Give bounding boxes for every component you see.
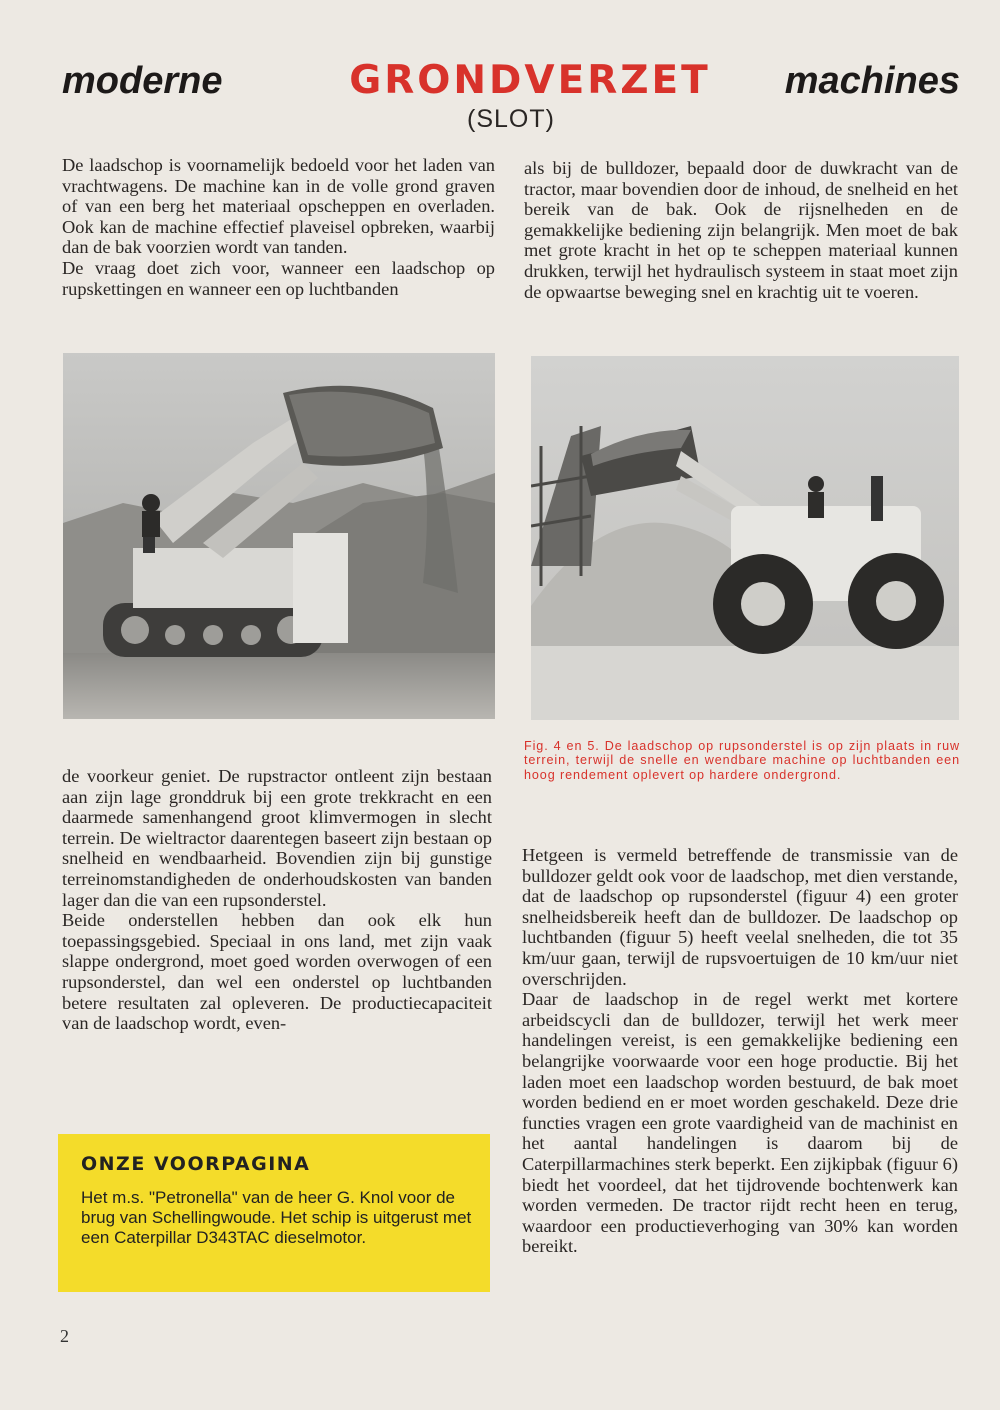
- paragraph: Daar de laadschop in de regel werkt met kortere arbeidscycli dan de bulldozer, terwijl het werk meer handelingen vereist, is een gemakkelijke bediening een belangrijke voorwaarde voor een hoge productie. Bij het laden moet een laadschop worden bestuurd, de bak moet worden bediend en er moet worden geschakeld. Deze drie functies vragen een grote vaardigheid van de machinist en het aantal handelingen is daarom bij de Caterpillarmachines sterk beperkt. Een zijkipbak (figuur 6) biedt het voordeel, dat het tijdrovende bochtenwerk kan worden vermeden. De tractor rijdt recht heen en terug, waardoor een productieverhoging van 30% kan worden bereikt.: [522, 989, 958, 1257]
- headline-main: GRONDVERZET: [349, 58, 711, 103]
- photo-wheel-loader: [531, 356, 959, 720]
- headline-subtitle: (SLOT): [467, 105, 555, 133]
- text-column-3: [62, 766, 492, 1034]
- paragraph: De laadschop is voornamelijk bedoeld voor het laden van vrachtwagens. De machine kan in de volle grond graven of van een berg het materiaal opscheppen en overladen. Ook kan de machine effectief plaveisel opbreken, waarbij dan de bak voorzien wordt van tanden.: [62, 155, 495, 258]
- figure-caption: Fig. 4 en 5. De laadschop op rupsonderstel is op zijn plaats in ruw terrein, terwijl de snelle en wendbare machine op luchtbanden een hoog rendement oplevert op hardere ondergrond.: [524, 739, 960, 782]
- paragraph: De vraag doet zich voor, wanneer een laadschop op rupskettingen en wanneer een op luchtbanden: [62, 257, 495, 299]
- headline: [62, 58, 960, 108]
- text-column-2: [524, 158, 958, 302]
- box-text: Het m.s. "Petronella" van de heer G. Knol voor de brug van Schellingwoude. Het schip is uitgerust met een Caterpillar D343TAC dieselmotor.: [81, 1188, 472, 1248]
- text-column-4: [522, 845, 958, 1257]
- headline-suffix: machines: [784, 60, 960, 102]
- paragraph: als bij de bulldozer, bepaald door de duwkracht van de tractor, maar bovendien door de inhoud, de snelheid en het bereik van de bak. Ook de rijsnelheden en de gemakkelijke bediening zijn belangrijk. Men moet de bak met grote kracht in het op te scheppen materiaal kunnen drukken, terwijl het hydraulisch systeem in staat moet zijn de opwaartse beweging snel en krachtig uit te voeren.: [524, 158, 958, 302]
- paragraph: de voorkeur geniet. De rupstractor ontleent zijn bestaan aan zijn lage gronddruk bij een grote trekkracht en een daarmede samenhangend groot klimvermogen in slecht terrein. De wieltractor daarentegen baseert zijn bestaan op snelheid en wendbaarheid. Bovendien zijn bij gunstige terreinomstandigheden de onderhoudskosten van banden lager dan die van een rupsonderstel.: [62, 766, 492, 910]
- paragraph: Hetgeen is vermeld betreffende de transmissie van de bulldozer geldt ook voor de laadschop, met dien verstande, dat de laadschop op rupsonderstel (figuur 4) een groter snelheidsbereik heeft dan de bulldozer. De laadschop op luchtbanden (figuur 5) heeft veelal snelheden, die tot 35 km/uur gaan, terwijl de rupsvoertuigen de 10 km/uur niet overschrijden.: [522, 845, 958, 989]
- paragraph: Beide onderstellen hebben dan ook elk hun toepassingsgebied. Speciaal in ons land, met zijn vaak slappe ondergrond, moet goed worden overwogen of een rupsonderstel, dan wel een onderstel op luchtbanden betere resultaten zal opleveren. De productiecapaciteit van de laadschop wordt, even-: [62, 910, 492, 1034]
- front-page-note-box: [58, 1134, 490, 1292]
- box-title: ONZE VOORPAGINA: [81, 1153, 311, 1175]
- track-loader-illustration: [63, 353, 495, 719]
- page-number: 2: [60, 1326, 69, 1346]
- headline-prefix: moderne: [62, 60, 223, 102]
- article-header: [62, 58, 960, 138]
- text-column-1: [62, 155, 495, 299]
- wheel-loader-illustration: [531, 356, 959, 720]
- photo-track-loader: [63, 353, 495, 719]
